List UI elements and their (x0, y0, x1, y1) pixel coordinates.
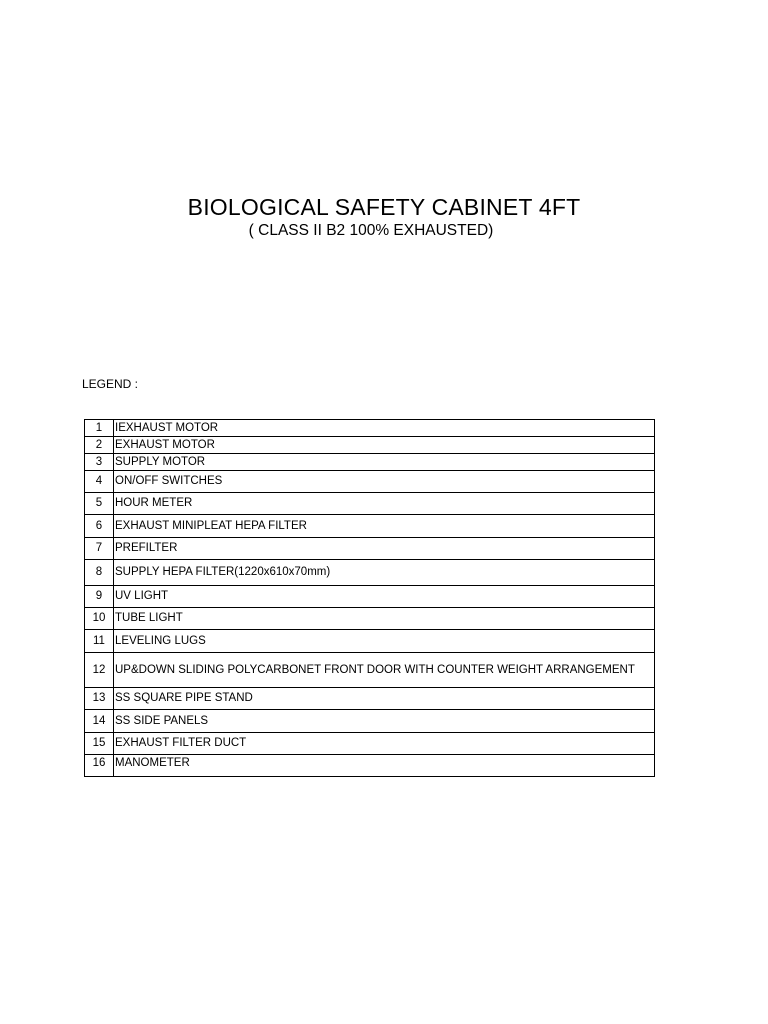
legend-label: LEGEND : (82, 377, 139, 391)
table-row (85, 630, 655, 653)
legend-item-label: TUBE LIGHT (114, 608, 655, 630)
legend-item-label: EXHAUST MINIPLEAT HEPA FILTER (114, 515, 655, 538)
legend-item-number: 1 (85, 420, 114, 437)
legend-item-label: SS SIDE PANELS (114, 710, 655, 733)
legend-item-label: SS SQUARE PIPE STAND (114, 688, 655, 710)
legend-item-label: EXHAUST MOTOR (114, 437, 655, 454)
legend-item-number: 3 (85, 454, 114, 471)
legend-item-label: ON/OFF SWITCHES (114, 471, 655, 493)
table-row (85, 653, 655, 688)
legend-item-number: 4 (85, 471, 114, 493)
legend-item-number: 15 (85, 733, 114, 755)
table-row (85, 454, 655, 471)
legend-item-number: 11 (85, 630, 114, 653)
legend-item-label: LEVELING LUGS (114, 630, 655, 653)
legend-item-number: 5 (85, 493, 114, 515)
table-row (85, 560, 655, 586)
legend-item-number: 13 (85, 688, 114, 710)
legend-item-label: UP&DOWN SLIDING POLYCARBONET FRONT DOOR WITH COUNTER WEIGHT ARRANGEMENT (114, 653, 655, 688)
legend-item-number: 10 (85, 608, 114, 630)
legend-item-label: IEXHAUST MOTOR (114, 420, 655, 437)
table-row (85, 586, 655, 608)
table-row (85, 755, 655, 777)
table-row (85, 608, 655, 630)
legend-item-label: SUPPLY MOTOR (114, 454, 655, 471)
document-subtitle: ( CLASS II B2 100% EXHAUSTED) (248, 222, 494, 239)
legend-item-label: EXHAUST FILTER DUCT (114, 733, 655, 755)
legend-item-number: 12 (85, 653, 114, 688)
table-row (85, 420, 655, 437)
table-row (85, 538, 655, 560)
table-row (85, 493, 655, 515)
legend-item-label: HOUR METER (114, 493, 655, 515)
legend-item-number: 9 (85, 586, 114, 608)
legend-item-label: MANOMETER (114, 755, 655, 777)
legend-item-number: 8 (85, 560, 114, 586)
table-row (85, 688, 655, 710)
table-row (85, 437, 655, 454)
legend-item-number: 14 (85, 710, 114, 733)
table-row (85, 733, 655, 755)
legend-item-label: PREFILTER (114, 538, 655, 560)
legend-table (84, 419, 655, 777)
table-row (85, 515, 655, 538)
table-row (85, 471, 655, 493)
legend-item-number: 7 (85, 538, 114, 560)
table-row (85, 710, 655, 733)
legend-item-number: 6 (85, 515, 114, 538)
legend-item-label: SUPPLY HEPA FILTER(1220x610x70mm) (114, 560, 655, 586)
legend-item-number: 2 (85, 437, 114, 454)
legend-item-number: 16 (85, 755, 114, 777)
legend-item-label: UV LIGHT (114, 586, 655, 608)
document-title: BIOLOGICAL SAFETY CABINET 4FT (187, 194, 581, 220)
